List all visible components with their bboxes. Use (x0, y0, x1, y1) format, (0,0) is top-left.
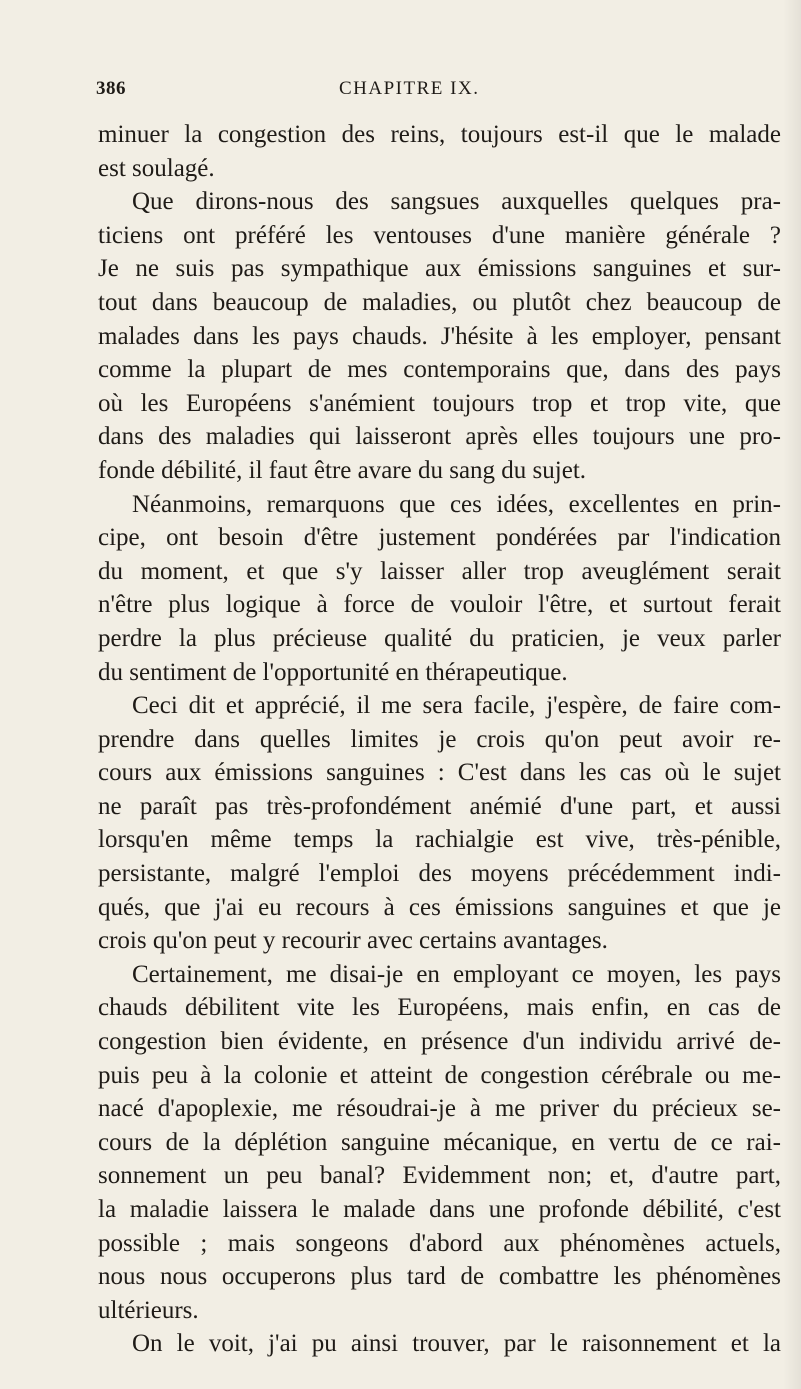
text-line: n'être plus logique à force de vouloir l'être, et surtout ferait (98, 591, 781, 619)
text-line: fonde débilité, il faut être avare du sang du sujet. (98, 456, 587, 484)
text-line: Néanmoins, remarquons que ces idées, excellentes en prin- (132, 490, 781, 518)
text-line: Je ne suis pas sympathique aux émissions sanguines et sur- (98, 255, 781, 283)
text-line: ultérieurs. (98, 1296, 199, 1324)
text-line: cours aux émissions sanguines : C'est dans les cas où le sujet (98, 759, 781, 787)
text-line: nous nous occuperons plus tard de combattre les phénomènes (98, 1263, 781, 1291)
text-line: nacé d'apoplexie, me résoudrai-je à me priver du précieux se- (98, 1095, 781, 1123)
text-line: possible ; mais songeons d'abord aux phénomènes actuels, (98, 1229, 781, 1257)
text-line: malades dans les pays chauds. J'hésite à les employer, pensant (98, 322, 781, 350)
page-header (0, 78, 801, 108)
text-line: ticiens ont préféré les ventouses d'une manière générale ? (98, 221, 781, 249)
text-line: du sentiment de l'opportunité en thérapeutique. (98, 658, 568, 686)
text-line: tout dans beaucoup de maladies, ou plutôt chez beaucoup de (98, 288, 781, 316)
text-line: est soulagé. (98, 154, 215, 182)
text-line: dans des maladies qui laisseront après elles toujours une pro- (98, 423, 781, 451)
text-line: lorsqu'en même temps la rachialgie est vive, très-pénible, (98, 826, 781, 854)
body-text (98, 118, 781, 1361)
text-line: qués, que j'ai eu recours à ces émissions sanguines et que je (98, 893, 781, 921)
text-line: perdre la plus précieuse qualité du praticien, je veux parler (98, 624, 781, 652)
text-line: ne paraît pas très-profondément anémié d'une part, et aussi (98, 792, 781, 820)
running-head: CHAPITRE IX. (339, 78, 480, 99)
text-line: puis peu à la colonie et atteint de congestion cérébrale ou me- (98, 1061, 781, 1089)
page-number: 386 (96, 78, 126, 99)
text-line: cipe, ont besoin d'être justement pondérées par l'indication (98, 524, 781, 552)
text-line: Ceci dit et apprécié, il me sera facile, j'espère, de faire com- (132, 692, 781, 720)
text-line: du moment, et que s'y laisser aller trop aveuglément serait (98, 557, 781, 585)
text-line: Que dirons-nous des sangsues auxquelles quelques pra- (132, 188, 781, 216)
text-line: On le voit, j'ai pu ainsi trouver, par le raisonnement et la (132, 1330, 781, 1358)
text-line: la maladie laissera le malade dans une profonde débilité, c'est (98, 1196, 781, 1223)
text-line: comme la plupart de mes contemporains que, dans des pays (98, 356, 781, 384)
text-line: minuer la congestion des reins, toujours est-il que le malade (98, 121, 781, 148)
text-line: prendre dans quelles limites je crois qu'on peut avoir re- (98, 725, 781, 753)
text-line: congestion bien évidente, en présence d'un individu arrivé de- (98, 1028, 781, 1056)
text-line: crois qu'on peut y recourir avec certains avantages. (98, 927, 608, 955)
text-line: persistante, malgré l'emploi des moyens précédemment indi- (98, 860, 781, 888)
page-edge-shadow (783, 0, 801, 1389)
text-line: Certainement, me disai-je en employant ce moyen, les pays (132, 960, 781, 988)
text-line: chauds débilitent vite les Européens, mais enfin, en cas de (98, 994, 781, 1022)
text-line: cours de la déplétion sanguine mécanique, en vertu de ce rai- (98, 1128, 781, 1156)
text-line: sonnement un peu banal? Evidemment non; et, d'autre part, (98, 1162, 781, 1190)
text-line: où les Européens s'anémient toujours trop et trop vite, que (98, 389, 781, 417)
